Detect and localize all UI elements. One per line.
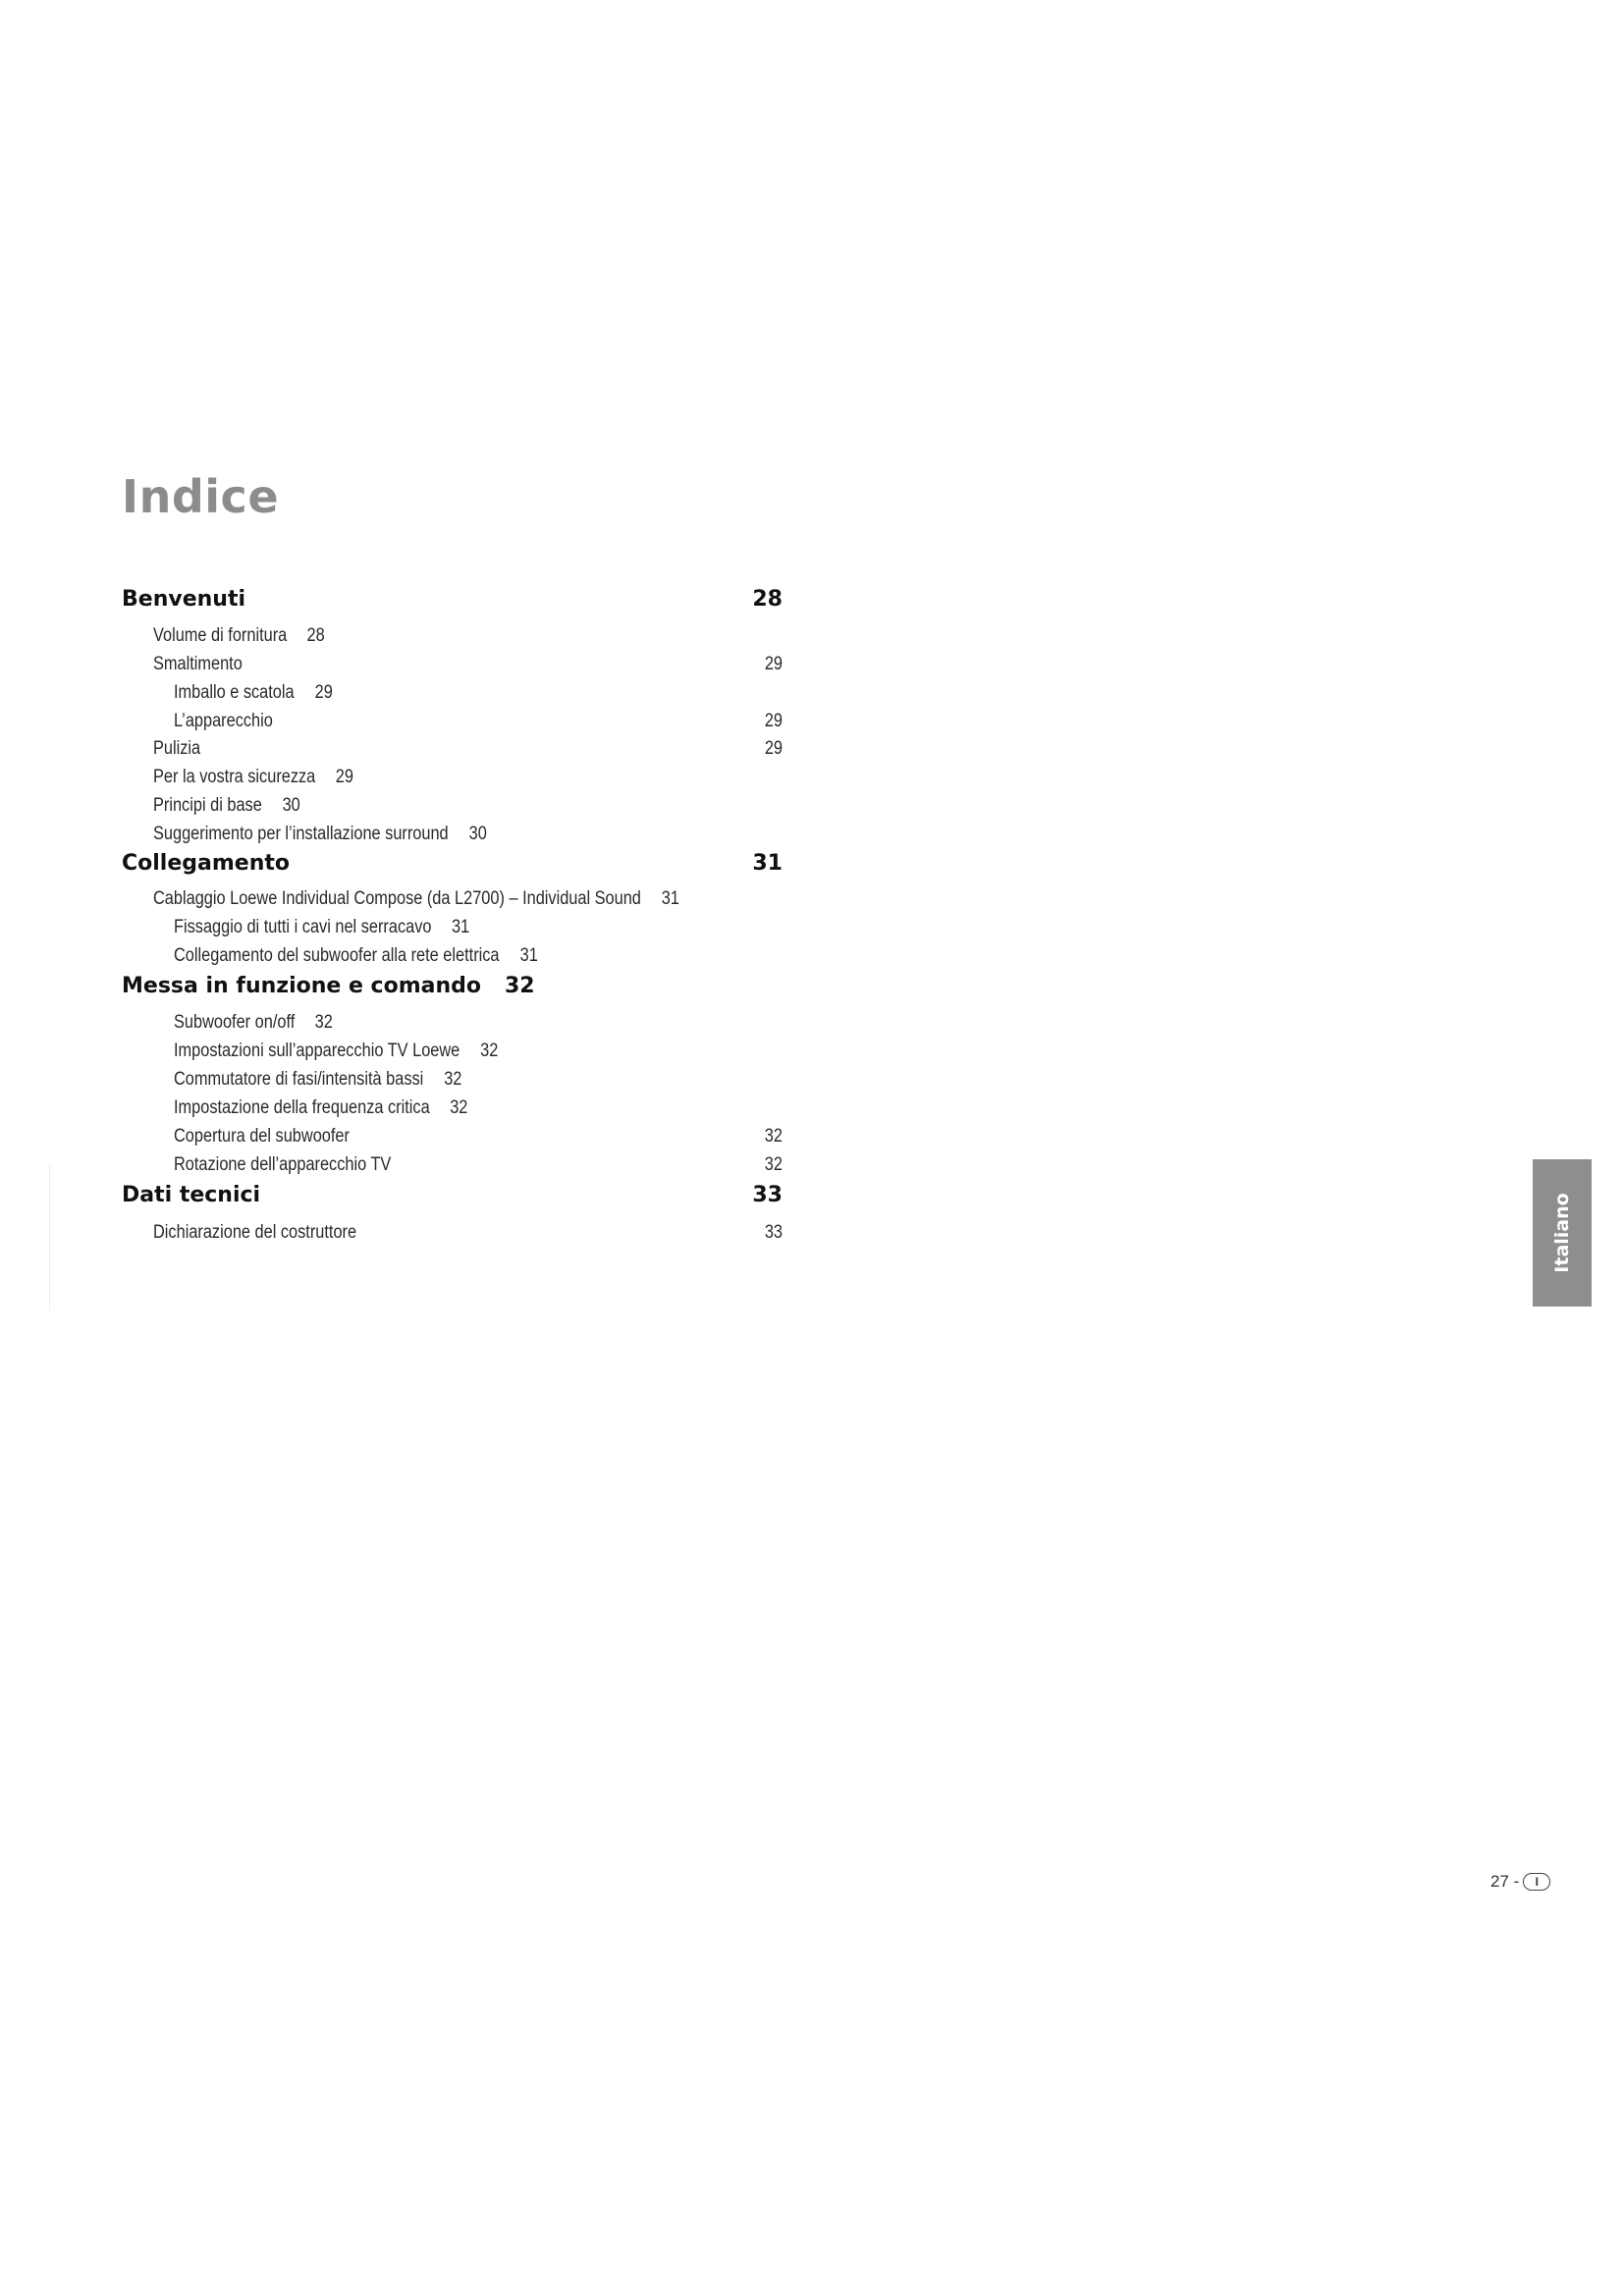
toc-page-number: 30: [468, 824, 487, 844]
toc-label: Copertura del subwoofer: [174, 1126, 350, 1147]
toc-label: Cablaggio Loewe Individual Compose (da L2700) – Individual Sound: [153, 888, 641, 909]
toc-entry[interactable]: [153, 765, 694, 792]
toc-page-number: 31: [519, 945, 538, 966]
toc-page-number: 32: [480, 1041, 499, 1061]
toc-label: Benvenuti: [122, 587, 245, 612]
toc-entry[interactable]: [174, 709, 783, 736]
toc-page-number: 32: [505, 974, 535, 998]
toc-label: Collegamento: [122, 851, 290, 876]
toc-page-number: 32: [444, 1069, 462, 1090]
toc-label: Smaltimento: [153, 654, 243, 674]
toc-label: Impostazione della frequenza critica: [174, 1097, 430, 1118]
toc-label: Suggerimento per l’installazione surround: [153, 824, 449, 844]
toc-page-number: 32: [450, 1097, 468, 1118]
toc-section-heading[interactable]: [122, 973, 783, 1000]
toc-label: Impostazioni sull’apparecchio TV Loewe: [174, 1041, 460, 1061]
toc-page-number: 29: [764, 738, 783, 759]
toc-page-number: 33: [764, 1222, 783, 1243]
toc-entry[interactable]: [174, 680, 697, 708]
toc-entry[interactable]: [174, 1124, 783, 1151]
toc-entry[interactable]: [174, 1095, 697, 1123]
toc-page-number: 30: [282, 795, 300, 816]
toc-label: Volume di fornitura: [153, 625, 288, 646]
toc-label: Fissaggio di tutti i cavi nel serracavo: [174, 917, 432, 937]
toc-section-heading[interactable]: [122, 1182, 783, 1209]
toc-entry[interactable]: [153, 793, 694, 821]
toc-label: Dati tecnici: [122, 1183, 261, 1207]
toc-entry[interactable]: [153, 736, 783, 764]
toc-entry[interactable]: [153, 1220, 783, 1248]
language-side-tab[interactable]: [1533, 1159, 1592, 1307]
page-title: Indice: [122, 470, 280, 523]
toc-label: Messa in funzione e comando: [122, 974, 481, 998]
toc-label: L’apparecchio: [174, 711, 273, 731]
toc-label: Imballo e scatola: [174, 682, 295, 703]
toc-label: Principi di base: [153, 795, 262, 816]
toc-page-number: 29: [764, 654, 783, 674]
toc-label: Dichiarazione del costruttore: [153, 1222, 357, 1243]
page-number: 27 -: [1490, 1872, 1520, 1891]
toc-entry[interactable]: [174, 1152, 783, 1180]
toc-page-number: 31: [661, 888, 679, 909]
margin-divider: [49, 1163, 50, 1310]
toc-page-number: 28: [752, 587, 783, 612]
toc-label: Rotazione dell’apparecchio TV: [174, 1154, 392, 1175]
toc-entry[interactable]: [153, 652, 783, 679]
toc-label: Subwoofer on/off: [174, 1012, 296, 1033]
toc-page-number: 29: [335, 767, 353, 787]
toc-label: Pulizia: [153, 738, 201, 759]
toc-page-number: 33: [752, 1183, 783, 1207]
toc-label: Commutatore di fasi/intensità bassi: [174, 1069, 424, 1090]
toc-entry[interactable]: [174, 1039, 697, 1066]
toc-entry[interactable]: [174, 915, 697, 942]
toc-label: Per la vostra sicurezza: [153, 767, 316, 787]
toc-page-number: 32: [764, 1154, 783, 1175]
toc-page-number: 32: [314, 1012, 333, 1033]
toc-page-number: 32: [764, 1126, 783, 1147]
toc-section-heading[interactable]: [122, 850, 783, 878]
toc-page-number: 31: [752, 851, 783, 876]
toc-page-number: 29: [764, 711, 783, 731]
language-badge-icon: I: [1523, 1873, 1550, 1891]
toc-page-number: 28: [306, 625, 325, 646]
toc-section-heading[interactable]: [122, 586, 783, 614]
side-tab-label: Italiano: [1551, 1193, 1573, 1273]
toc-entry[interactable]: [174, 943, 697, 971]
toc-entry[interactable]: [174, 1010, 697, 1038]
page-footer: [1490, 1872, 1550, 1892]
toc-entry[interactable]: [153, 886, 694, 914]
toc-label: Collegamento del subwoofer alla rete elettrica: [174, 945, 500, 966]
toc-entry[interactable]: [153, 822, 694, 849]
toc-page-number: 31: [451, 917, 470, 937]
toc-page-number: 29: [314, 682, 333, 703]
toc-entry[interactable]: [174, 1067, 697, 1095]
toc-entry[interactable]: [153, 623, 694, 651]
